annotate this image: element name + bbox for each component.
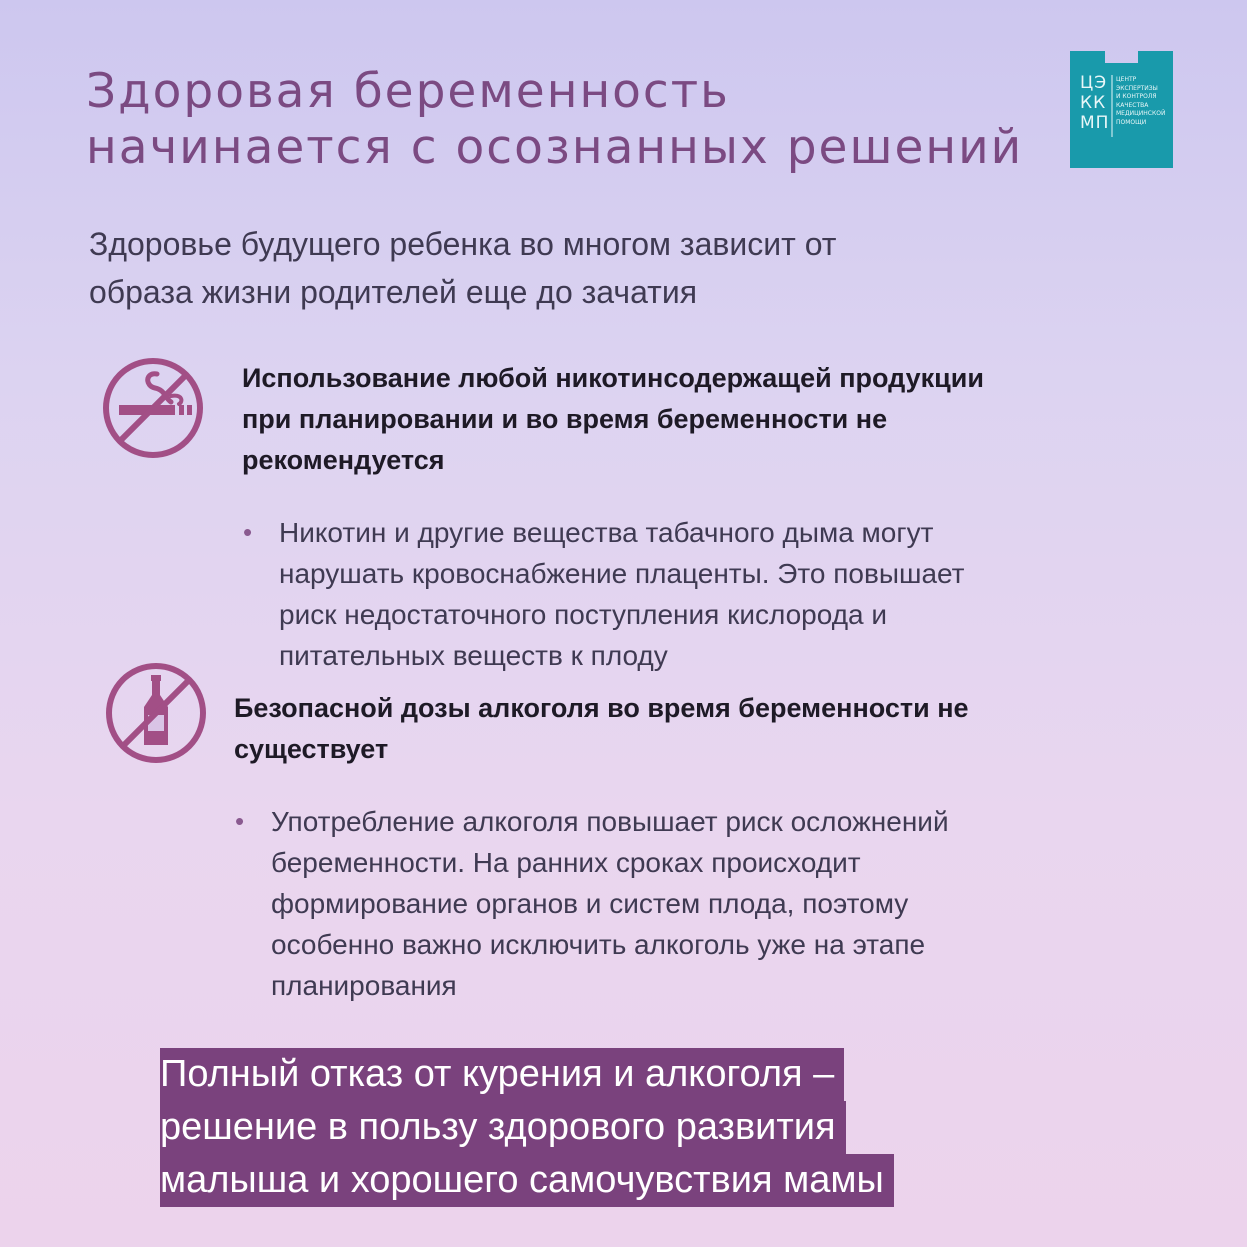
callout-line: малыша и хорошего самочувствия мамы [160,1154,894,1207]
bullet-line: нарушать кровоснабжение плаценты. Это повышает [279,558,965,589]
bullet-line: Никотин и другие вещества табачного дыма могут [279,517,934,548]
lead-line: образа жизни родителей еще до зачатия [89,274,698,310]
page-title [86,64,1023,176]
callout-line: решение в пользу здорового развития [160,1101,846,1154]
logo-subtitle-line: КАЧЕСТВА [1116,101,1149,109]
lead-text [89,220,836,316]
heading-line: Использование любой никотинсодержащей продукции [242,363,984,393]
heading-line: рекомендуется [242,445,445,475]
bullet-line: планирования [271,970,457,1001]
callout-line: Полный отказ от курения и алкоголя – [160,1048,844,1101]
title-line: Здоровая беременность [86,64,730,119]
logo-subtitle-line: И КОНТРОЛЯ [1116,93,1157,100]
section-heading-nicotine [242,358,984,481]
bullet-dot: • [243,517,253,547]
logo-subtitle-line: ПОМОЩИ [1116,118,1147,126]
logo-letter: ЦЭ [1080,73,1108,93]
heading-line: Безопасной дозы алкоголя во время беременности не [234,693,969,723]
bullet-dot: • [235,806,245,836]
logo-subtitle-line: ЭКСПЕРТИЗЫ [1116,84,1158,92]
organization-logo [1070,51,1173,168]
section-heading-alcohol [234,688,969,770]
lead-line: Здоровье будущего ребенка во многом зависит от [89,226,837,262]
no-alcohol-icon [104,663,208,763]
heading-line: при планировании и во время беременности не [242,404,888,434]
bullet-line: формирование органов и систем плода, поэтому [271,888,909,919]
logo-letters [1080,73,1109,133]
bullet-line: риск недостаточного поступления кислорода и [279,599,888,630]
bullet-line: Употребление алкоголя повышает риск осложнений [271,806,949,837]
logo-letter: КК [1080,93,1107,113]
logo-subtitle-line: ЦЕНТР [1116,76,1137,83]
bullet-line: беременности. На ранних сроках происходит [271,847,861,878]
title-line: начинается с осознанных решений [86,120,1024,175]
logo-subtitle [1116,76,1165,127]
bullet-line: питательных веществ к плоду [279,640,668,671]
no-smoking-icon [101,358,205,458]
bullet-nicotine [243,512,965,676]
heading-line: существует [234,734,389,764]
callout-banner [160,1048,894,1207]
logo-subtitle-line: МЕДИЦИНСКОЙ [1116,110,1166,117]
bullet-alcohol [235,801,949,1006]
bullet-line: особенно важно исключить алкоголь уже на этапе [271,929,926,960]
logo-letter: МП [1080,113,1110,133]
